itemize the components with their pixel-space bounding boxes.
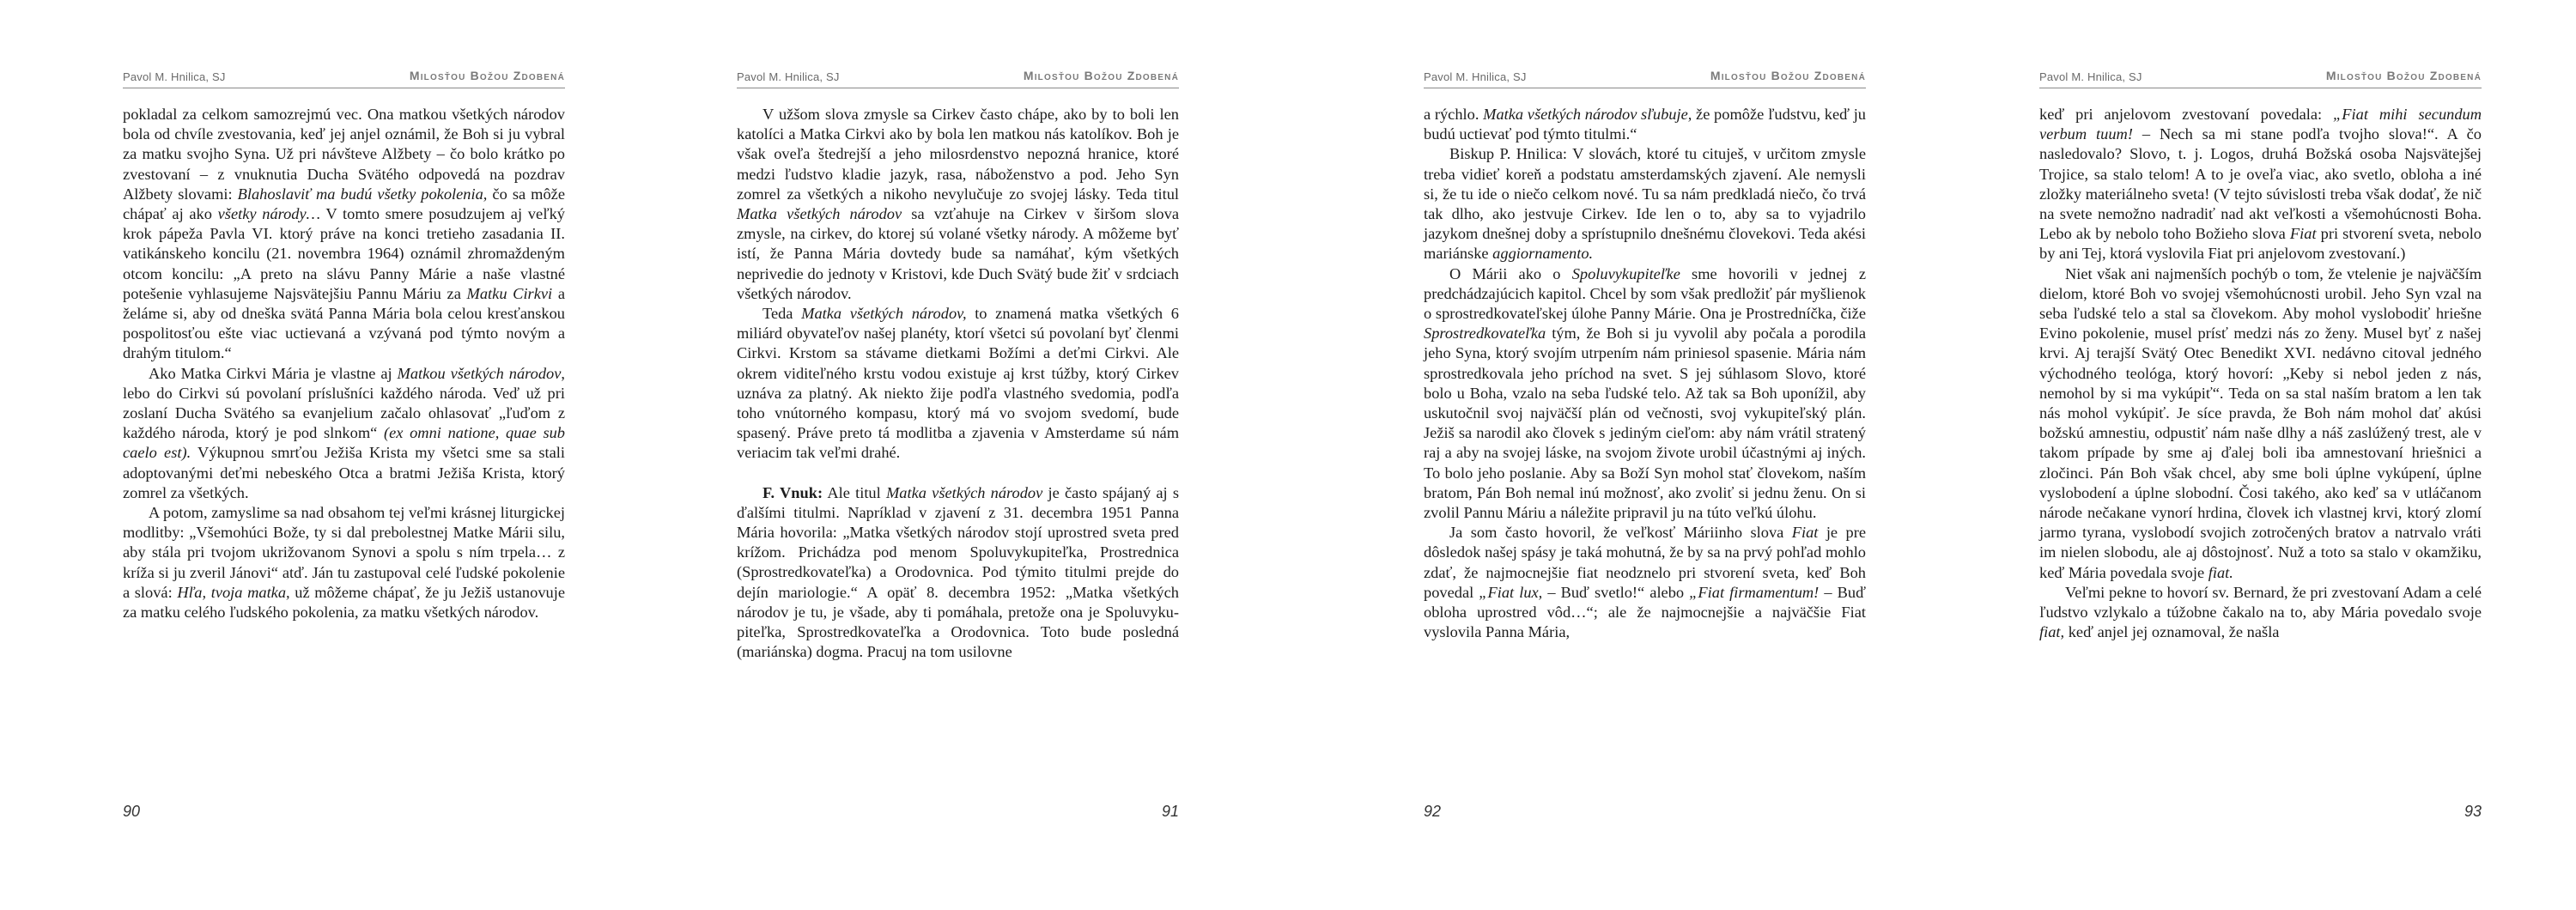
emphasis-text: všetky národy… xyxy=(217,205,321,223)
running-head-author: Pavol M. Hnilica, SJ xyxy=(2039,70,2142,83)
running-head-title: Milosťou Božou Zdobená xyxy=(409,69,565,82)
emphasis-text: Sprostredkovateľka xyxy=(1424,325,1546,343)
page-number: 91 xyxy=(1161,803,1179,820)
text-run: V tomto smere posudzujem aj veľký krok pápeža Pavla VI. ktorý práve na konci tretieho zasadania II. vatikánskeho koncilu (21. novembra 1964) oznámil zhromaždeným otcom koncilu: „A preto na slávu Panny Márie a naše vlastné potešenie vyhlasujeme Najsvätejšiu Pannu Máriu za xyxy=(123,205,565,302)
paragraph xyxy=(123,364,565,503)
emphasis-text: fiat. xyxy=(2208,563,2233,581)
text-run: čo sa môže chápať aj ako xyxy=(123,185,565,223)
paragraph xyxy=(737,304,1179,464)
page-body-text xyxy=(2039,105,2482,642)
text-run: – Buď svetlo!“ alebo xyxy=(1542,583,1690,601)
emphasis-text: Matkou všetkých národov xyxy=(397,364,562,382)
speaker-label: F. Vnuk: xyxy=(762,483,823,501)
page-91 xyxy=(737,0,1179,910)
text-run: sa vzťahuje na Cirkev v širšom slova zmysle, na cirkev, do ktorej sú volané všetky národy. A môžeme byť istí, že Panna Mária dovtedy bude sa namáhať, kým všetkých neprivedie do jednoty v Kristovi, kde Duch Svätý bude žiť v srdciach všetkých národov. xyxy=(737,205,1179,302)
page-93 xyxy=(2039,0,2482,910)
emphasis-text: „Fiat mihi secundum verbum tuum! xyxy=(2039,106,2482,143)
text-run: V užšom slova zmysle sa Cirkev často chápe, ako by to boli len katolíci a Matka Cirkvi ako by bola len matkou nás katolíkov. Boh je však oveľa štedrejší a jeho milosrdenstvo nepozná hranice, ktoré medzi ľudstvo kladie jazyk, rasa, náboženstvo a pod. Jeho Syn zomrel za všetkých a nikoho nevylučuje zo svojej lásky. Teda titul xyxy=(737,106,1179,203)
page-92 xyxy=(1424,0,1866,910)
paragraph xyxy=(2039,583,2482,643)
text-run: je často spájaný aj s ďalšími titulmi. Napríklad v zjavení z 31. decembra 1951 Panna Mária hovorila: „Matka všetkých národov stojí uprostred sveta pred krížom. Prichádza pod menom Spoluvykupiteľka, Prostrednica (Sprostredkovateľka) a Orodovnica. Pod týmito titulmi prejde do dejín mariologie.“ A opäť 8. decembra 1952: „Matka všetkých národov je tu, je všade, aby ti pomáhala, pretože ona je Spoluvykupiteľka, Sprostredkovateľka a Orodovnica. Toto bude posledná (mariánska) dogma. Pracuj na tom usilovne xyxy=(737,483,1180,661)
text-run: , lebo do Cirkvi sú povolaní príslušníci každého národa. Veď už pri zoslaní Ducha Svätého sa evanjelium začalo ohlasovať „ľuďom z každého národa, ktorý je pod slnkom“ xyxy=(123,364,565,442)
emphasis-text: Hľa, tvoja matka, xyxy=(177,583,290,601)
emphasis-text: Matka všetkých národov xyxy=(737,205,902,223)
running-head xyxy=(737,69,1179,88)
text-run: – Buď obloha uprostred vôd…“; ale že najmocnejšie a najväčšie Fiat vyslovila Panna Mária, xyxy=(1424,583,1866,641)
text-run: Biskup P. Hnilica: V slovách, ktoré tu cituješ, v určitom zmysle treba vidieť koreň a podstatu amsterdamských zjavení. Ale nemysli si, že tu ide o niečo celkom nové. Tu sa nám predkladá niečo, čo trvá tak dlho, ako jestvuje Cirkev. Ide len o to, aby sa to vyjadrilo jazykom dnešnej doby a sprístupnilo dnešnému človekovi. Teda akési mariánske xyxy=(1424,145,1866,263)
emphasis-text: Blahoslaviť ma budú všetky pokolenia, xyxy=(237,185,488,203)
paragraph xyxy=(2039,105,2482,264)
emphasis-text: fiat, xyxy=(2039,623,2065,641)
text-run: Výkupnou smrťou Ježiša Krista my všetci sme sa stali adoptovanými deťmi nebeského Otca a bratmi Ježiša Krista, ktorý zomrel za všetkých. xyxy=(123,444,566,501)
emphasis-text: Spoluvykupiteľke xyxy=(1571,264,1680,282)
emphasis-text: Matka všetkých národov sľubuje, xyxy=(1483,106,1692,123)
paragraph xyxy=(2039,264,2482,583)
emphasis-text: (ex omni natione, quae sub caelo est). xyxy=(123,424,565,462)
running-head xyxy=(1424,69,1866,88)
text-run: Ja som často hovoril, že veľkosť Máriinho slova xyxy=(1449,524,1792,542)
running-head-author: Pavol M. Hnilica, SJ xyxy=(1424,70,1527,83)
page-number: 90 xyxy=(123,803,141,820)
paragraph xyxy=(123,503,565,622)
text-run: pri stvorení sveta, nebolo by ani Tej, ktorá vyslovila Fiat pri anjelovom zvestovaní.) xyxy=(2039,225,2482,263)
text-run: keď pri anjelovom zvestovaní povedala: xyxy=(2039,106,2334,123)
text-run: a rýchlo. xyxy=(1424,106,1484,123)
text-run: A potom, zamyslime sa nad obsahom tej veľmi krásnej liturgickej modlitby: „Všemohúci Bože, ty si dal prebolestnej Matke Márii silu, aby stála pri tvojom ukrižovanom Synovi a spolu s ním trpela… z kríža si ju zveril Jánovi“ atď. Ján tu zastupoval celé ľudské pokolenie a slová: xyxy=(123,504,565,601)
paragraph xyxy=(123,105,565,364)
text-run: Veľmi pekne to hovorí sv. Bernard, že pri zvestovaní Adam a celé ľudstvo vzlykalo a túžobne čakalo na to, aby Mária povedalo svoje xyxy=(2039,583,2482,622)
running-head-title: Milosťou Božou Zdobená xyxy=(1023,69,1179,82)
text-run: Ale titul xyxy=(823,483,886,501)
page-90 xyxy=(123,0,565,910)
text-run: to znamená matka všetkých 6 miliárd obyvateľov našej planéty, ktorí všetci sú povolaní byť členmi Cirkvi. Krstom sa stávame dietkami Božími a deťmi Cirkvi. Ale okrem viditeľného krstu vodou existuje aj krst túžby, ktorý Cirkev uznáva za platný. Ak niekto žije podľa vlastného svedomia, podľa toho vnútorného kompasu, ktorý má vo svojom svedomí, bude spasený. Práve preto tá modlitba a zjavenia v Amsterdame sú nám veriacim tak veľmi drahé. xyxy=(737,305,1179,462)
text-run: – Nech sa mi stane podľa tvojho slova!“. A čo nasledovalo? Slovo, t. j. Logos, druhá Božská osoba Najsvätejšej Trojice, sa stalo telom! A to je oveľa viac, ako svetlo, obloha a iné zložky materiálneho sveta! (V tejto súvislosti treba však dodať, že nič na svete nemožno nadradiť nad akt veľkosti a všemohúcnosti Boha. Lebo ak by nebolo toho Božieho slova xyxy=(2039,125,2482,243)
emphasis-text: Matka všetkých národov, xyxy=(801,305,967,323)
page-body-text xyxy=(1424,105,1866,642)
text-run: tým, že Boh si ju vyvolil aby počala a porodila jeho Syna, ktorý svojím utrpením nám priniesol spasenie. Mária nám sprostredkovala jeho príchod na svet. S jej súhlasom Slovo, ktoré bolo u Boha, vzalo na seba ľudské telo. Až tak sa Boh uponížil, aby uskutočnil svoj najväčší plán od večnosti, svoj vykupiteľský plán. Ježiš sa narodil ako človek s jediným cieľom: aby nám vrátil stratený raj a aby na svojej láske, na svojom živote urobil účastnými aj iných. To bolo jeho poslanie. Aby sa Boží Syn mohol stať človekom, naším bratom, Pán Boh nemal inú možnosť, ako zvoliť si jednu ženu. On si zvolil Pannu Máriu a náležite pripravil ju na túto veľkú úlohu. xyxy=(1424,325,1866,522)
paragraph xyxy=(1424,523,1866,642)
text-run: Teda xyxy=(762,305,802,323)
running-head-author: Pavol M. Hnilica, SJ xyxy=(737,70,840,83)
paragraph xyxy=(737,483,1179,663)
text-run: už môžeme chápať, že ju Ježiš ustanovuje za matku celého ľudského pokolenia, za matku všetkých národov. xyxy=(123,583,565,622)
page-number: 92 xyxy=(1424,803,1442,820)
emphasis-text: Fiat xyxy=(2289,225,2317,243)
running-head-title: Milosťou Božou Zdobená xyxy=(1710,69,1866,82)
emphasis-text: „Fiat lux, xyxy=(1479,583,1543,601)
page-number: 93 xyxy=(2464,803,2482,820)
running-head xyxy=(123,69,565,88)
emphasis-text: „Fiat firmamentum! xyxy=(1689,583,1820,601)
paragraph xyxy=(737,105,1179,304)
text-run: sme hovorili v jednej z predchádzajúcich kapitol. Chcel by som však predložiť pár myšlienok o sprostredkovateľskej úlohe Panny Márie. Ona je Prostredníčka, čiže xyxy=(1424,264,1867,323)
emphasis-text: Fiat xyxy=(1791,524,1819,542)
text-run: je pre dôsledok našej spásy je taká mohutná, že by sa na prvý pohľad mohlo zdať, že najmocnejšie fiat neodznelo pri stvorení sveta, keď Boh povedal xyxy=(1424,524,1866,601)
text-run: keď anjel jej oznamoval, že našla xyxy=(2064,623,2280,641)
text-run: O Márii ako o xyxy=(1449,264,1572,282)
running-head xyxy=(2039,69,2482,88)
page-body-text xyxy=(123,105,565,622)
text-run: Niet však ani najmenších pochýb o tom, že vtelenie je najväčším dielom, ktoré Boh vo svojej všemohúcnosti urobil. Jeho Syn vzal na seba ľudské telo a stal sa človekom. Aby mohol vyslobodiť hriešne Evino pokolenie, musel prísť medzi nás zo ženy. Musel byť z našej krvi. Aj terajší Svätý Otec Benedikt XVI. nedávno citoval jedného východného teológa, ktorý hovorí: „Keby si nebol jeden z nás, nemohol by si ma vykúpiť“. Teda on sa stal naším bratom a len tak nás mohol vykúpiť. Je síce pravda, že Boh nám mohol dať akúsi božskú amnestiu, odpustiť nám naše dlhy a náš zaslúžený trest, ale v takom prípade by sme aj ďalej boli iba amnestovaní hriešnici a zločinci. Pán Boh však chcel, aby sme boli úplne vykúpení, úplne vyslobodení a úplne slobodní. Čosi takého, ako keď sa v utláčanom národe nečakane vynorí hrdina, človek ich vlastnej krvi, ktorý zlomí jarmo tyrana, vyslobodí svojich zotročených bratov a natrvalo vráti im nielen slobodu, ale aj dôstojnosť. Nuž a toto sa stalo v okamžiku, keď Mária povedala svoje xyxy=(2039,264,2482,581)
text-run: Ako Matka Cirkvi Mária je vlastne aj xyxy=(149,364,398,382)
text-run: a želáme si, aby od dneška svätá Panna Mária bola celou kresťanskou pospolitosťou ešte viac uctievaná a vzývaná pod týmto novým a drahým titulom.“ xyxy=(123,284,565,362)
running-head-title: Milosťou Božou Zdobená xyxy=(2325,69,2482,82)
paragraph xyxy=(1424,144,1866,264)
emphasis-text: Matka všetkých národov xyxy=(885,483,1043,501)
page-body-text xyxy=(737,105,1179,662)
text-run: pokladal za celkom samozrejmú vec. Ona matkou všetkých národov bola od chvíle zvestovania, keď jej anjel oznámil, že Boh si ju vybral za matku svojho Syna. Už pri návšteve Alžbety – čo bolo krátko po zvestovaní – z vnuknutia Ducha Svätého odpovedá na pozdrav Alžbety slovami: xyxy=(123,106,565,203)
emphasis-text: Matku Cirkvi xyxy=(466,284,553,302)
emphasis-text: aggiornamento. xyxy=(1492,245,1594,263)
paragraph xyxy=(1424,105,1866,144)
paragraph xyxy=(1424,264,1866,524)
running-head-author: Pavol M. Hnilica, SJ xyxy=(123,70,226,83)
text-run: že pomôže ľudstvu, keď ju budú uctievať pod týmto titulmi.“ xyxy=(1424,106,1866,143)
